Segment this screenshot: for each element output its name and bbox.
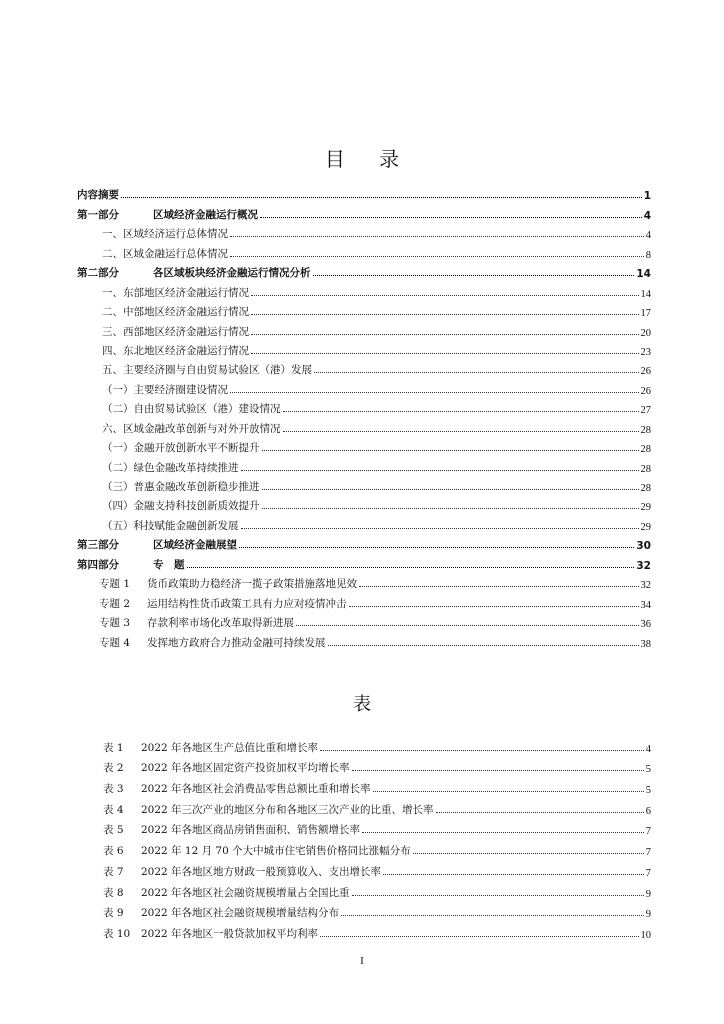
toc-entry[interactable] <box>77 475 651 494</box>
toc-entry-text: （一）金融开放创新水平不断提升 <box>102 442 260 455</box>
toc-entry[interactable] <box>77 494 651 513</box>
toc-entry-label <box>77 187 119 202</box>
toc-entry-page: 4 <box>643 209 651 222</box>
toc-entry-page: 28 <box>640 463 651 475</box>
toc-entry-prefix: 第三部分 <box>77 539 119 552</box>
toc-entry-text: 二、区域金融运行总体情况 <box>102 247 228 260</box>
toc-entry-page: 28 <box>640 483 651 494</box>
toc-entry-text: （三）普惠金融改革创新稳步推进 <box>102 481 260 493</box>
toc-entry-prefix: 专题 2 <box>99 597 131 610</box>
toc-entry-page: 8 <box>645 249 651 261</box>
dot-leader <box>359 586 639 587</box>
toc-entry-page: 9 <box>645 888 651 900</box>
toc-entry-prefix: 表 2 <box>103 762 124 775</box>
dot-leader <box>352 895 644 896</box>
toc-entry-page: 36 <box>640 619 651 631</box>
toc-entry-text: 六、区域金融改革创新与对外开放情况 <box>102 422 281 435</box>
toc-entry[interactable] <box>77 222 651 241</box>
toc-entry-page: 5 <box>645 785 651 797</box>
toc-entry-prefix: 专题 3 <box>99 617 131 630</box>
toc-entry-label <box>103 864 381 879</box>
toc-entry-prefix: 表 7 <box>103 865 124 878</box>
toc-entry-text: 内容摘要 <box>77 189 119 202</box>
dot-leader <box>283 411 639 412</box>
toc-entry-label <box>102 362 312 377</box>
toc-entry-prefix: 专题 4 <box>99 636 131 649</box>
dot-leader <box>362 832 644 833</box>
toc-entry[interactable] <box>77 358 651 377</box>
toc-entry[interactable] <box>77 552 651 571</box>
toc-entry-page: 30 <box>636 540 651 553</box>
tables-title: 表 <box>353 694 371 715</box>
toc-entry-text: 三、西部地区经济金融运行情况 <box>102 325 249 338</box>
dot-leader <box>283 431 639 432</box>
dot-leader <box>436 812 644 813</box>
toc-entry-prefix: 表 5 <box>103 824 124 837</box>
toc-entry-page: 26 <box>640 385 651 397</box>
toc-entry-text: 区域经济金融运行概况 <box>153 208 258 221</box>
toc-entry-text: （二）自由贸易试验区（港）建设情况 <box>102 403 281 416</box>
toc-entry-text: 2022 年三次产业的地区分布和各地区三次产业的比重、增长率 <box>141 803 434 816</box>
toc-entry[interactable] <box>77 339 651 358</box>
dot-leader <box>251 334 639 335</box>
toc-entry-page: 7 <box>645 867 651 879</box>
toc-entry-label <box>102 401 281 416</box>
toc-entry-page: 23 <box>640 346 651 358</box>
toc-entry-prefix: 表 3 <box>103 783 124 796</box>
toc-entry-label <box>77 265 311 280</box>
toc-entry-prefix: 表 4 <box>103 803 124 816</box>
dot-leader <box>341 915 644 916</box>
dot-leader <box>349 606 639 607</box>
toc-entry-page: 9 <box>645 909 651 921</box>
toc-entry-prefix: 第二部分 <box>77 267 119 280</box>
dot-leader <box>251 295 639 296</box>
toc-entry-text: 2022 年各地区社会融资规模增量占全国比重 <box>141 886 350 899</box>
toc-entry-label <box>102 518 239 533</box>
dot-leader <box>251 314 639 315</box>
toc-entry-text: 货币政策助力稳经济一揽子政策措施落地见效 <box>147 578 357 591</box>
dot-leader <box>230 256 644 257</box>
toc-entry-label <box>102 498 260 513</box>
toc-entry-label <box>103 926 318 941</box>
toc-entry[interactable] <box>77 377 651 396</box>
dot-leader <box>373 791 644 792</box>
toc-entry-text: 2022 年各地区商品房销售面积、销售额增长率 <box>141 824 361 837</box>
toc-entry-text: 2022 年各地区生产总值比重和增长率 <box>141 741 319 754</box>
toc-entry-prefix: 表 10 <box>103 927 131 940</box>
dot-leader <box>260 217 642 218</box>
toc-entry-page: 29 <box>640 502 651 514</box>
toc-entry-text: （一）主要经济圈建设情况 <box>102 383 228 396</box>
dot-leader <box>314 372 639 373</box>
toc-entry-label <box>99 615 294 630</box>
toc-entry-page: 34 <box>640 599 651 611</box>
toc-entry[interactable] <box>103 837 651 858</box>
dot-leader <box>262 508 639 509</box>
toc-entry[interactable] <box>103 858 651 879</box>
toc-entry-label <box>103 802 434 817</box>
toc-entry-text: 运用结构性货币政策工具有力应对疫情冲击 <box>147 597 347 610</box>
toc-entry[interactable] <box>103 900 651 921</box>
toc-entry-prefix: 表 9 <box>103 907 124 920</box>
dot-leader <box>352 770 644 771</box>
toc-entry-page: 20 <box>640 327 651 339</box>
toc-entry[interactable] <box>103 796 651 817</box>
dot-leader <box>262 450 639 451</box>
toc-entry[interactable] <box>77 319 651 338</box>
toc-entry-page: 38 <box>640 638 651 650</box>
toc-entry-prefix: 表 6 <box>103 845 124 858</box>
toc-entry-label <box>77 207 258 222</box>
toc-entry[interactable] <box>103 755 651 776</box>
dot-leader <box>230 236 644 237</box>
toc-entry-text: 存款利率市场化改革取得新进展 <box>147 617 294 630</box>
toc-entry-page: 28 <box>640 424 651 436</box>
toc-entry-label <box>102 226 228 241</box>
dot-leader <box>320 936 638 937</box>
toc-entry-text: 2022 年各地区固定资产投资加权平均增长率 <box>141 762 350 775</box>
toc-entry-text: 一、东部地区经济金融运行情况 <box>102 286 249 299</box>
toc-entry-page: 1 <box>643 190 651 203</box>
toc-entry[interactable] <box>77 241 651 260</box>
toc-entry-prefix: 第一部分 <box>77 208 119 221</box>
toc-entry-page: 32 <box>636 559 651 572</box>
page-number: I <box>360 955 364 967</box>
toc-entry-text: 2022 年各地区社会消费品零售总额比重和增长率 <box>141 783 371 796</box>
toc-entry[interactable] <box>77 572 651 591</box>
toc-entry[interactable] <box>77 611 651 630</box>
toc-entry-page: 26 <box>640 366 651 378</box>
toc-entry-page: 4 <box>645 743 651 755</box>
toc-entry-label <box>77 557 185 572</box>
toc-entry[interactable] <box>103 734 651 755</box>
dot-leader <box>241 528 639 529</box>
toc-entry-text: 2022 年各地区社会融资规模增量结构分布 <box>141 907 340 920</box>
toc-entry-text: 2022 年各地区地方财政一般预算收入、支出增长率 <box>141 865 382 878</box>
toc-entry-label <box>103 760 350 775</box>
toc-entry-text: 2022 年各地区一般贷款加权平均利率 <box>141 927 319 940</box>
toc-entry-label <box>99 576 357 591</box>
toc-entry-label <box>77 537 237 552</box>
toc-entry-page: 17 <box>640 308 651 320</box>
toc-entry[interactable] <box>77 533 651 552</box>
dot-leader <box>383 874 644 875</box>
toc-entry-prefix: 第四部分 <box>77 558 119 571</box>
toc-entry-text: （四）金融支持科技创新质效提升 <box>102 500 260 513</box>
toc-entry[interactable] <box>103 920 651 941</box>
toc-entry[interactable] <box>77 416 651 435</box>
dot-leader <box>230 392 639 393</box>
toc-entry[interactable] <box>103 817 651 838</box>
toc-entry-label <box>103 822 360 837</box>
toc-entry-label <box>102 440 260 455</box>
toc-entry[interactable] <box>103 879 651 900</box>
toc-entry-text: 五、主要经济圈与自由贸易试验区（港）发展 <box>102 364 312 377</box>
toc-entry-label <box>103 740 318 755</box>
toc-entry-text: 四、东北地区经济金融运行情况 <box>102 344 249 357</box>
toc-entry-text: 各区域板块经济金融运行情况分析 <box>153 267 311 280</box>
toc-entry-text: （五）科技赋能金融创新发展 <box>102 519 239 532</box>
toc-entry-page: 6 <box>645 805 651 817</box>
toc-entry-page: 7 <box>645 826 651 838</box>
dot-leader <box>241 470 639 471</box>
toc-entry-label <box>103 781 371 796</box>
toc-entry-page: 32 <box>640 580 651 592</box>
toc-entry[interactable] <box>77 397 651 416</box>
toc-entry-page: 5 <box>645 764 651 776</box>
toc-entry-text: 发挥地方政府合力推动金融可持续发展 <box>147 636 326 649</box>
toc-entry-label <box>102 479 260 494</box>
toc-entry-label <box>102 382 228 397</box>
toc-entry-page: 7 <box>645 847 651 859</box>
toc-entry-page: 10 <box>640 929 651 941</box>
toc-entry[interactable] <box>77 280 651 299</box>
toc-entry-page: 14 <box>636 268 651 281</box>
toc-title: 目 录 <box>324 147 414 171</box>
toc-entry[interactable] <box>77 436 651 455</box>
dot-leader <box>121 197 642 198</box>
toc-entry-text: 2022 年 12 月 70 个大中城市住宅销售价格同比涨幅分布 <box>141 845 411 858</box>
toc-entry-label <box>102 460 239 475</box>
dot-leader <box>296 625 639 626</box>
toc-entry-label <box>102 421 281 436</box>
toc-entry-page: 14 <box>640 288 651 300</box>
toc-entry-label <box>102 246 228 261</box>
toc-entry-text: 二、中部地区经济金融运行情况 <box>102 306 249 319</box>
toc-entry-text: （二）绿色金融改革持续推进 <box>102 461 239 474</box>
toc-entry-label <box>103 843 411 858</box>
dot-leader <box>239 547 634 548</box>
toc-entry[interactable] <box>77 630 651 649</box>
toc-entry[interactable] <box>77 513 651 532</box>
toc-entry-page: 28 <box>640 444 651 456</box>
toc-entry-label <box>102 285 249 300</box>
toc-entry-prefix: 专题 1 <box>99 578 131 591</box>
toc-entry[interactable] <box>77 591 651 610</box>
toc-entry[interactable] <box>103 775 651 796</box>
dot-leader <box>413 853 644 854</box>
dot-leader <box>328 645 639 646</box>
toc-entry-page: 4 <box>645 230 651 242</box>
tables-list <box>103 734 651 941</box>
toc-entry-label <box>102 304 249 319</box>
dot-leader <box>187 567 635 568</box>
dot-leader <box>262 489 639 490</box>
dot-leader <box>313 275 635 276</box>
toc-entry[interactable] <box>77 300 651 319</box>
toc-entry-page: 29 <box>640 521 651 533</box>
toc-entry-label <box>102 343 249 358</box>
toc-entry-label <box>103 885 350 900</box>
toc-entry[interactable] <box>77 202 651 221</box>
toc-entry[interactable] <box>77 261 651 280</box>
toc-entry-text: 专 题 <box>153 558 185 571</box>
toc-entry-label <box>99 635 326 650</box>
toc-entry-page: 27 <box>640 405 651 417</box>
toc-entry-label <box>99 596 347 611</box>
toc-entry[interactable] <box>77 183 651 202</box>
toc-entry-text: 区域经济金融展望 <box>153 539 237 552</box>
toc-entry-prefix: 表 8 <box>103 886 124 899</box>
toc-entry-label <box>102 324 249 339</box>
dot-leader <box>251 353 639 354</box>
toc-entry-label <box>103 905 339 920</box>
toc-list <box>77 183 651 650</box>
dot-leader <box>320 750 644 751</box>
toc-entry[interactable] <box>77 455 651 474</box>
toc-entry-text: 一、区域经济运行总体情况 <box>102 228 228 241</box>
toc-entry-prefix: 表 1 <box>103 741 124 754</box>
